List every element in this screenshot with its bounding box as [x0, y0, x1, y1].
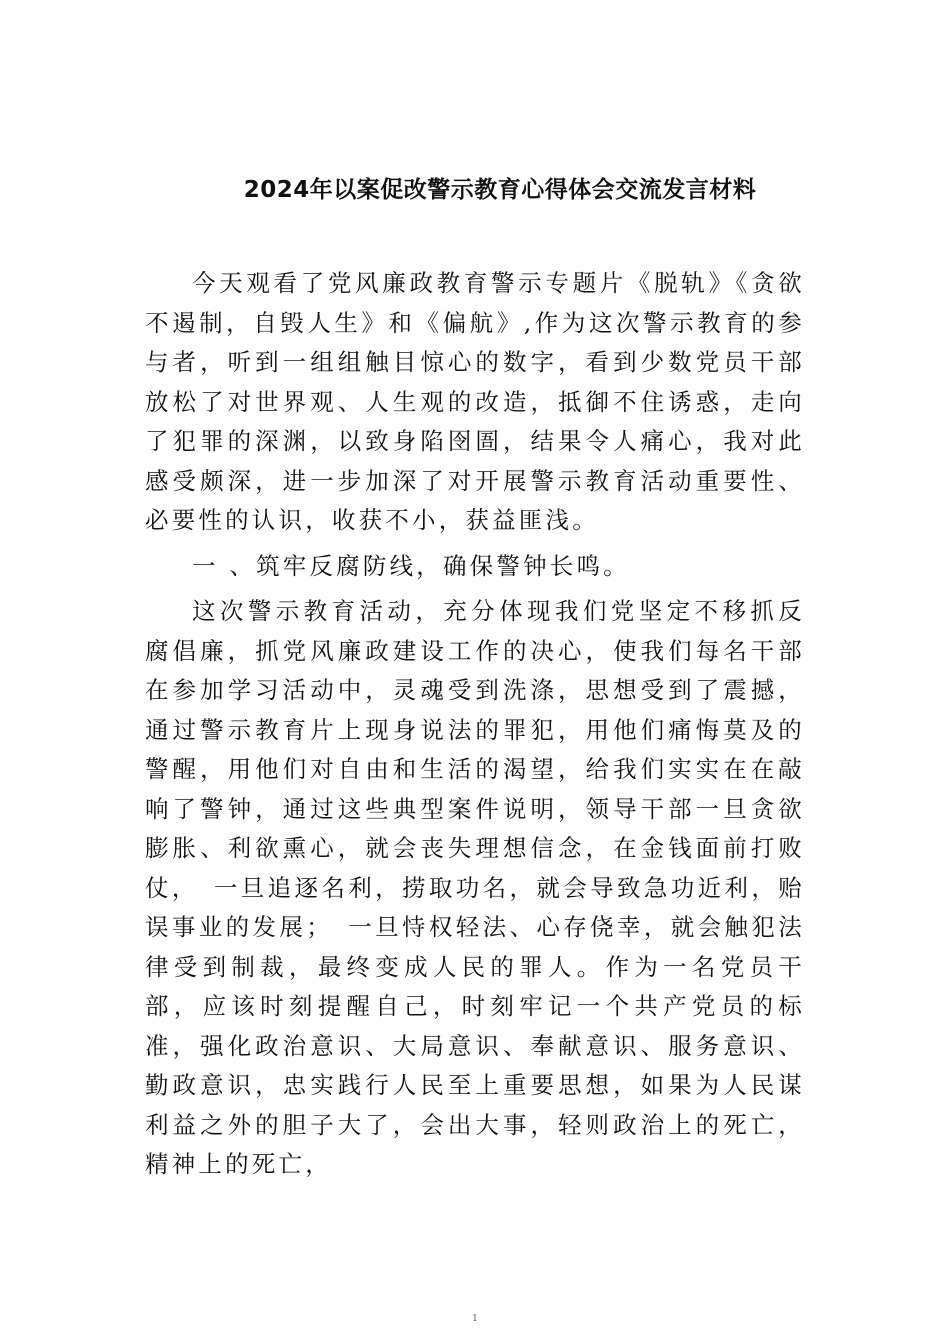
document-body	[145, 264, 805, 1191]
section-heading-1: 一 、筑牢反腐防线，确保警钟长鸣。	[192, 551, 630, 580]
paragraph-section-1: 这次警示教育活动，充分体现我们党坚定不移抓反腐倡廉，抓党风廉政建设工作的决心，使我们每名干部在参加学习活动中，灵魂受到洗涤，思想受到了震撼，通过警示教育片上现身说法的罪犯，用他们痛悔莫及的警醒，用他们对自由和生活的渴望，给我们实实在在敲响了警钟，通过这些典型案件说明，领导干部一旦贪欲膨胀、利欲熏心，就会丧失理想信念，在金钱面前打败仗， 一旦追逐名利，捞取功名，就会导致急功近利，贻误事业的发展； 一旦恃权轻法、心存侥幸，就会触犯法律受到制裁，最终变成人民的罪人。作为一名党员干部，应该时刻提醒自己，时刻牢记一个共产党员的标准，强化政治意识、大局意识、奉献意识、服务意识、勤政意识，忠实践行人民至上重要思想，如果为人民谋利益之外的胆子大了，会出大事，轻则政治上的死亡，精神上的死亡，	[145, 597, 805, 1178]
paragraph-intro: 今天观看了党风廉政教育警示专题片《脱轨》《贪欲不遏制，自毁人生》和《偏航》,作为这次警示教育的参与者，听到一组组触目惊心的数字，看到少数党员干部放松了对世界观、人生观的改造，抵御不住诱惑，走向了犯罪的深渊，以致身陷囹圄，结果令人痛心，我对此感受颇深，进一步加深了对开展警示教育活动重要性、必要性的认识，收获不小，获益匪浅。	[145, 269, 805, 534]
page-number: 1	[472, 1314, 478, 1324]
document-title: 2024年以案促改警示教育心得体会交流发言材料	[243, 177, 757, 203]
